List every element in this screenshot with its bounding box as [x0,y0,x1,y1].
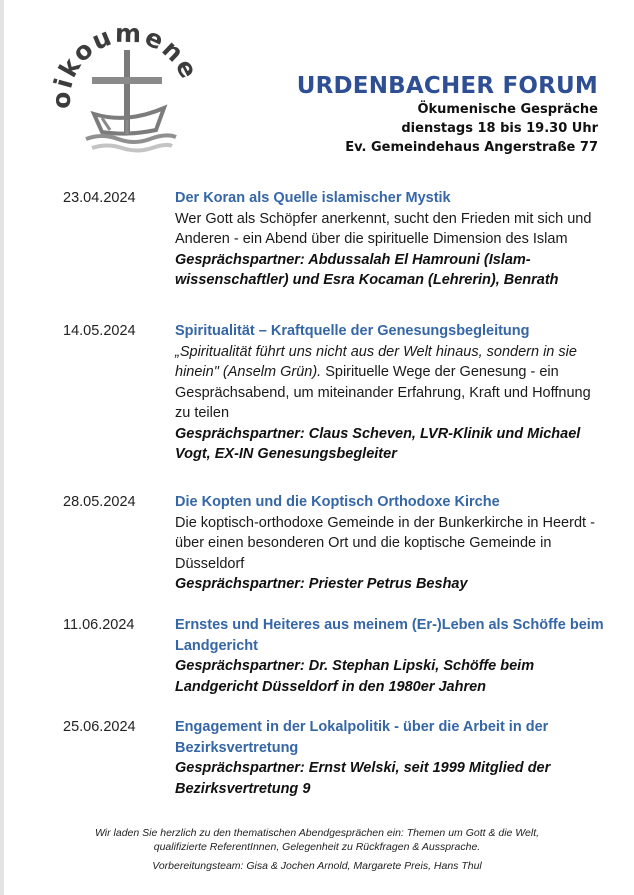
event-title: Spiritualität – Kraftquelle der Genesungsbegleitung [175,323,530,339]
event-partner: Gesprächspartner: Dr. Stephan Lipski, Schöffe beim Landgericht Düsseldorf in den 1980er Jahren [175,658,535,695]
event-date: 14.05.2024 [63,323,136,339]
event-title: Engagement in der Lokalpolitik - über die Arbeit in der Bezirksvertretung [175,719,549,756]
event-title: Die Kopten und die Koptisch Orthodoxe Kirche [175,494,500,510]
event-partner: Gesprächspartner: Abdussalah El Hamrouni (Islam-wissenschaftler) und Esra Kocaman (Lehrerin), Benrath [175,251,559,288]
event-item [0,717,634,817]
forum-time: dienstags 18 bis 19.30 Uhr [401,121,598,136]
event-title: Der Koran als Quelle islamischer Mystik [175,190,451,206]
event-description: Die koptisch-orthodoxe Gemeinde in der Bunkerkirche in Heerdt - über einen besonderen Ort und die koptische Gemeinde in Düsseldorf [175,514,595,572]
forum-title: URDENBACHER FORUM [296,73,598,99]
forum-location: Ev. Gemeindehaus Angerstraße 77 [345,140,598,155]
event-item [0,188,634,321]
event-date: 25.06.2024 [63,719,136,735]
event-title: Ernstes und Heiteres aus meinem (Er-)Leben als Schöffe beim Landgericht [175,617,604,654]
event-date: 11.06.2024 [63,617,135,633]
footer [0,826,634,873]
footer-invitation: Wir laden Sie herzlich zu den thematischen Abendgesprächen ein: Themen um Gott & die Welt, qualifizierte ReferentInnen, Gelegenheit zu Rückfragen & Aussprache. [94,827,540,853]
event-partner: Gesprächspartner: Ernst Welski, seit 1999 Mitglied der Bezirksvertretung 9 [175,760,551,797]
event-item [0,615,634,717]
event-partner: Gesprächspartner: Claus Scheven, LVR-Klinik und Michael Vogt, EX-IN Genesungsbegleiter [175,425,581,462]
event-description: Wer Gott als Schöpfer anerkennt, sucht den Frieden mit sich und Anderen - ein Abend über die spirituelle Dimension des Islam [175,210,592,247]
footer-team: Vorbereitungsteam: Gisa & Jochen Arnold, Margarete Preis, Hans Thul [152,860,482,872]
event-description: Spirituelle Wege der Genesung - ein Gesprächsabend, um miteinander Erfahrung, Kraft und Hoffnung zu teilen [175,364,591,421]
forum-subtitle: Ökumenische Gespräche [417,102,598,117]
logo-text: koumene [53,20,202,85]
event-date: 23.04.2024 [63,190,136,206]
boat-cross-icon [52,20,202,155]
event-partner: Gesprächspartner: Priester Petrus Beshay [175,576,468,592]
event-item [0,321,634,492]
oikoumene-logo [52,20,202,155]
event-quote: „Spiritualität führt uns nicht aus der Welt hinaus, sondern in sie hinein" (Anselm Grün). [175,343,577,380]
event-date: 28.05.2024 [63,494,136,510]
header [297,72,598,157]
event-list [0,188,634,817]
event-item [0,492,634,615]
